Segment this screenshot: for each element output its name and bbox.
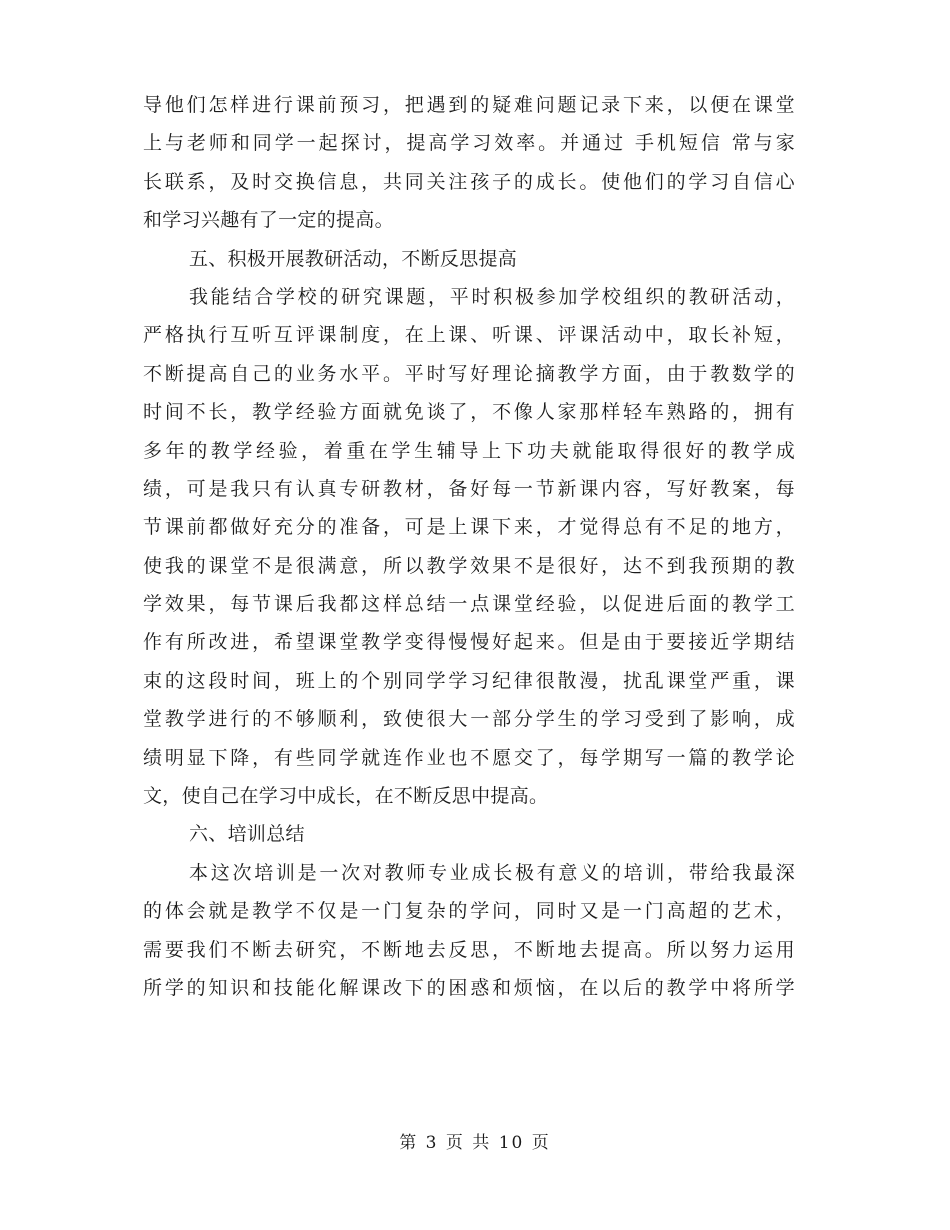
text-line: 不断提高自己的业务水平。平时写好理论摘教学方面，由于教数学的 [143, 362, 795, 385]
text-line: 使我的课堂不是很满意，所以教学效果不是很好，达不到我预期的教 [143, 554, 795, 577]
text-line: 学效果，每节课后我都这样总结一点课堂经验，以促进后面的教学工 [143, 593, 795, 616]
section-heading-6: 六、培训总结 [189, 823, 305, 846]
text-line: 我能结合学校的研究课题，平时积极参加学校组织的教研活动， [189, 285, 795, 308]
section-heading-5: 五、积极开展教研活动，不断反思提高 [189, 247, 518, 270]
text-line: 需要我们不断去研究，不断地去反思，不断地去提高。所以努力运用 [143, 938, 795, 961]
text-line: 的体会就是教学不仅是一门复杂的学问，同时又是一门高超的艺术， [143, 900, 795, 923]
text-line: 长联系，及时交换信息，共同关注孩子的成长。使他们的学习自信心 [143, 170, 795, 193]
paragraph-continuation [143, 86, 795, 240]
text-line: 和学习兴趣有了一定的提高。 [143, 209, 394, 232]
text-line: 束的这段时间，班上的个别同学学习纪律很散漫，扰乱课堂严重，课 [143, 669, 795, 692]
text-line: 绩明显下降，有些同学就连作业也不愿交了，每学期写一篇的教学论 [143, 746, 795, 769]
paragraph-section-5 [143, 278, 795, 815]
text-line: 作有所改进，希望课堂教学变得慢慢好起来。但是由于要接近学期结 [143, 631, 795, 654]
text-line: 时间不长，教学经验方面就免谈了，不像人家那样轻车熟路的，拥有 [143, 401, 795, 424]
text-line: 节课前都做好充分的准备，可是上课下来，才觉得总有不足的地方， [143, 516, 795, 539]
text-line: 文，使自己在学习中成长，在不断反思中提高。 [143, 785, 549, 808]
paragraph-section-6 [143, 854, 795, 1008]
document-page [143, 86, 795, 1007]
text-line: 上与老师和同学一起探讨，提高学习效率。并通过 手机短信 常与家 [143, 132, 795, 155]
text-line: 多年的教学经验，着重在学生辅导上下功夫就能取得很好的教学成 [143, 439, 795, 462]
text-line: 绩，可是我只有认真专研教材，备好每一节新课内容，写好教案，每 [143, 477, 795, 500]
text-line: 导他们怎样进行课前预习，把遇到的疑难问题记录下来，以便在课堂 [143, 94, 795, 116]
text-line: 本这次培训是一次对教师专业成长极有意义的培训，带给我最深 [189, 861, 795, 884]
text-line: 所学的知识和技能化解课改下的困惑和烦恼，在以后的教学中将所学 [143, 976, 795, 999]
text-line: 严格执行互听互评课制度，在上课、听课、评课活动中，取长补短， [143, 324, 795, 347]
text-line: 堂教学进行的不够顺利，致使很大一部分学生的学习受到了影响，成 [143, 708, 795, 731]
page-number-footer: 第 3 页 共 10 页 [399, 1133, 551, 1153]
